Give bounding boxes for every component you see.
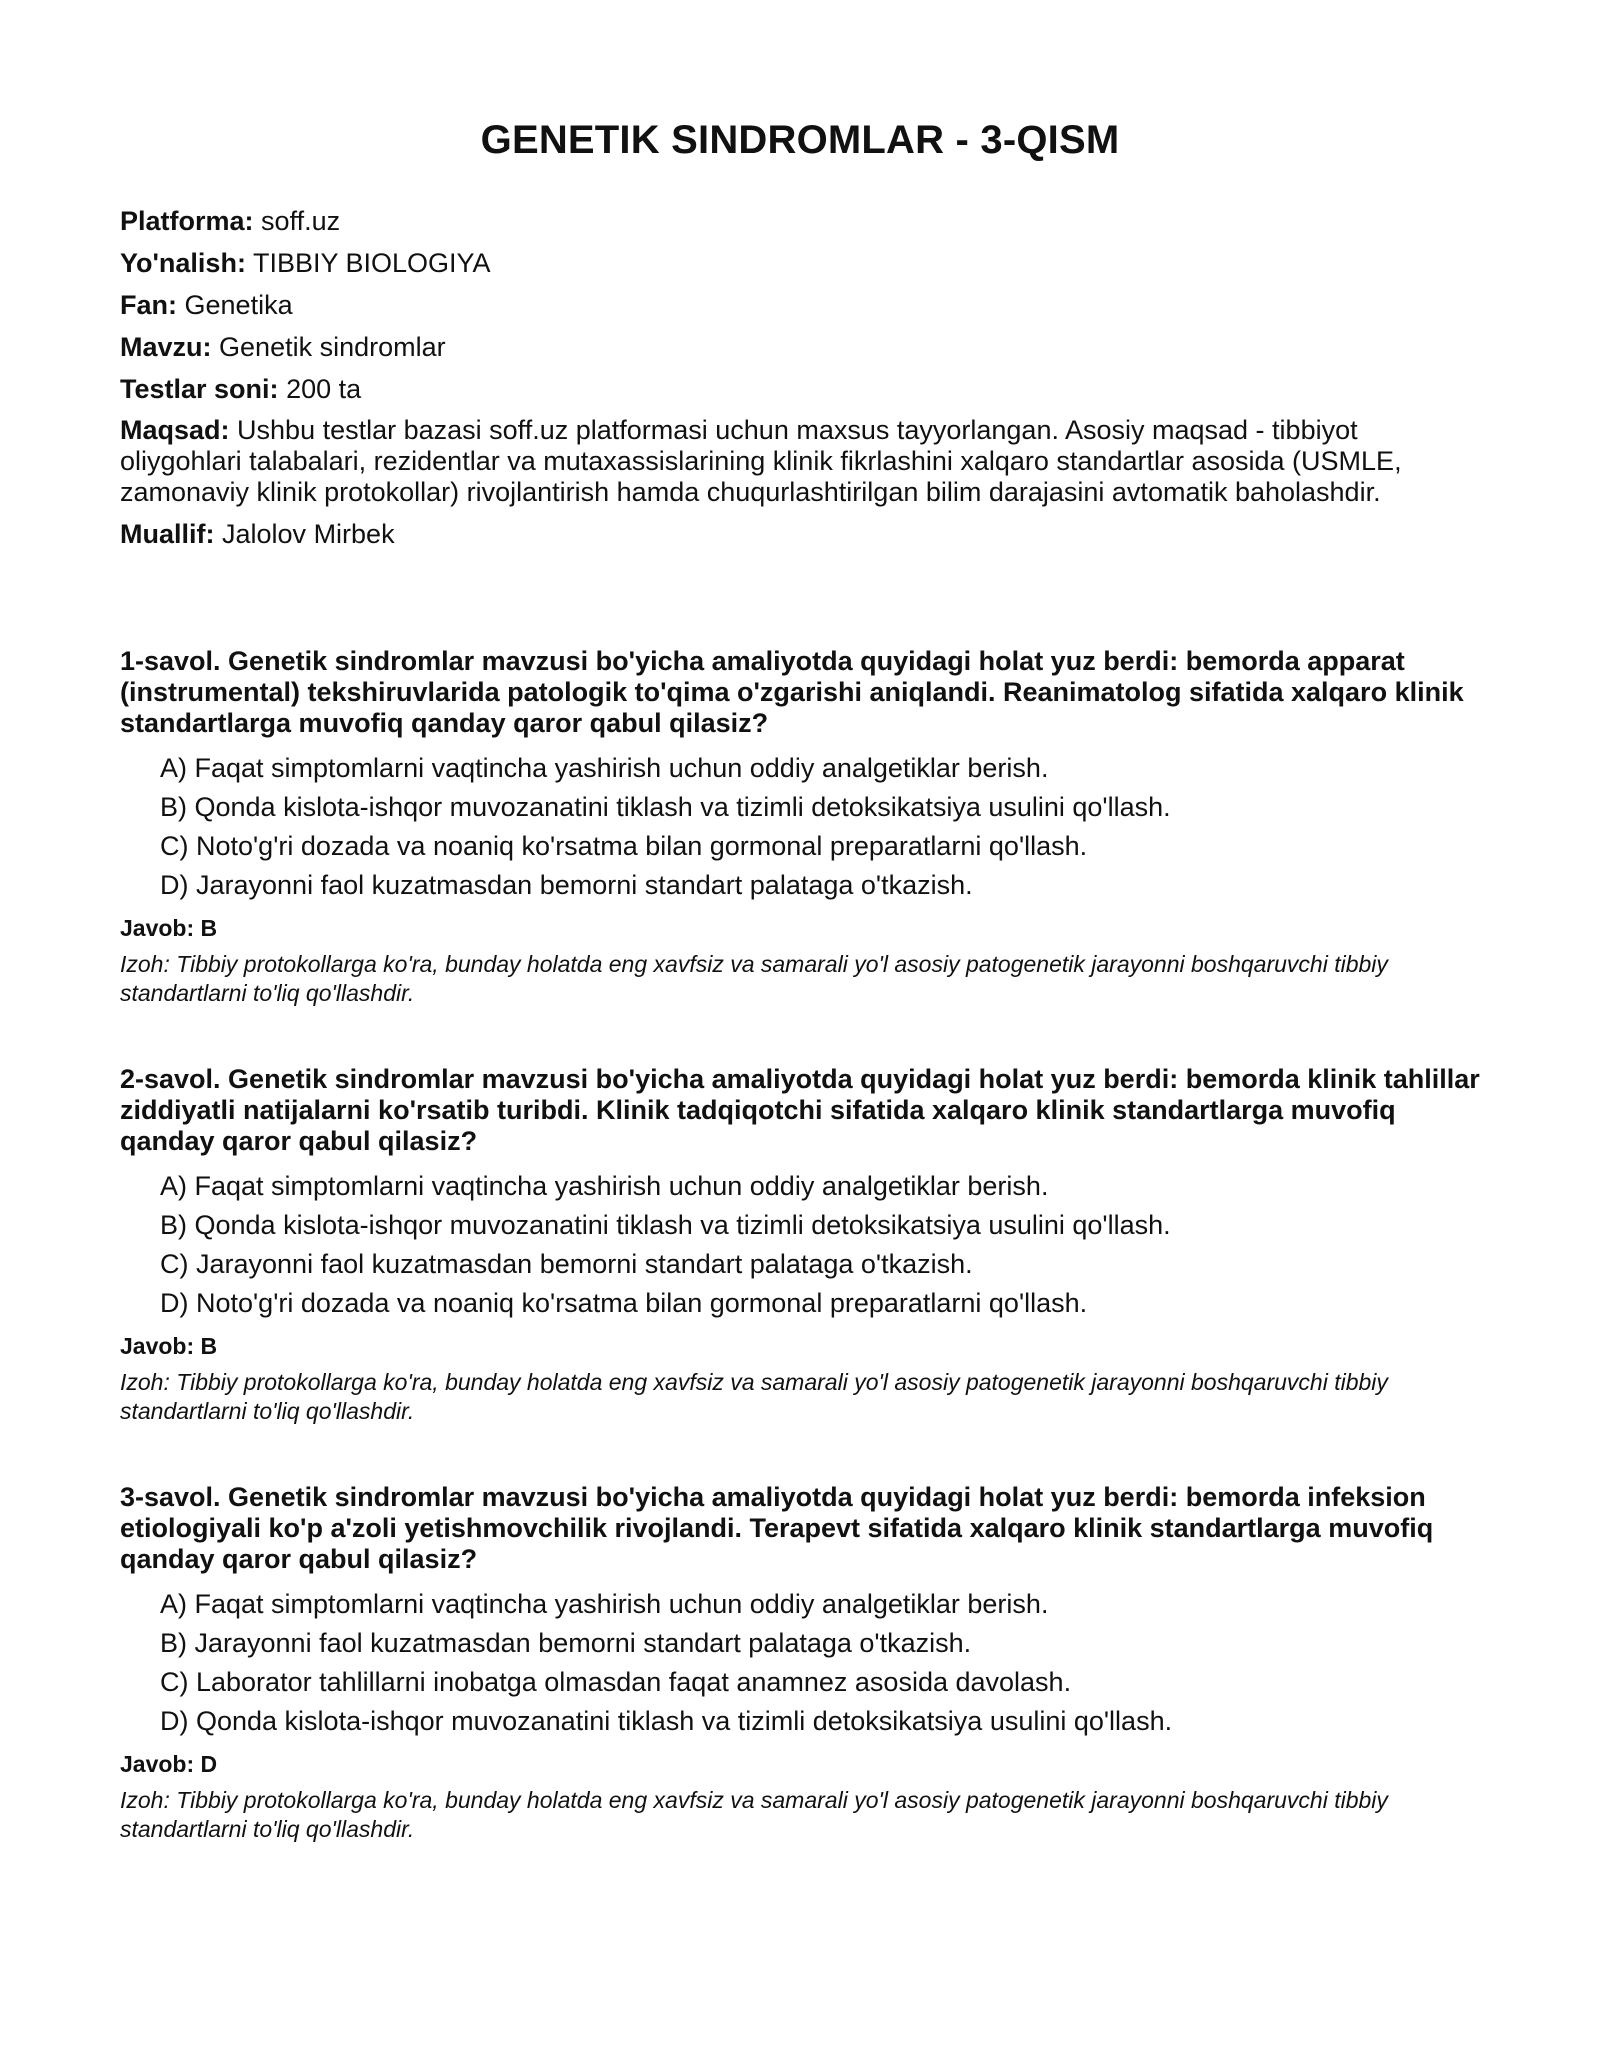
option-a: A) Faqat simptomlarni vaqtincha yashirish uchun oddiy analgetiklar berish. [160,1171,1049,1201]
answer-options [120,1589,1480,1736]
question-2 [120,1064,1480,1426]
option-d: D) Qonda kislota-ishqor muvozanatini tiklash va tizimli detoksikatsiya usulini qo'llash. [160,1706,1173,1736]
option-d: D) Noto'g'ri dozada va noaniq ko'rsatma bilan gormonal preparatlarni qo'llash. [160,1288,1088,1318]
answer-explanation: Izoh: Tibbiy protokollarga ko'ra, bunday holatda eng xavfsiz va samarali yo'l asosiy patogenetik jarayonni boshqaruvchi tibbiy standartlarni to'liq qo'llashdir. [120,951,1388,1006]
question-3 [120,1482,1480,1844]
document-title: GENETIK SINDROMLAR - 3-QISM [480,118,1120,162]
meta-label: Yo'nalish: [120,248,246,278]
meta-value: 200 ta [286,374,362,404]
meta-test-count [120,373,1480,405]
meta-value: soff.uz [261,206,341,236]
option-a: A) Faqat simptomlarni vaqtincha yashirish uchun oddiy analgetiklar berish. [160,753,1049,783]
answer-options [120,753,1480,900]
meta-topic [120,331,1480,363]
meta-value: TIBBIY BIOLOGIYA [252,248,491,278]
question-text: 3-savol. Genetik sindromlar mavzusi bo'yicha amaliyotda quyidagi holat yuz berdi: bemorda infeksion etiologiyali ko'p a'zoli yetishmovchilik rivojlandi. Terapevt sifatida xalqaro klinik standartlarga muvofiq qanday qaror qabul qilasiz? [120,1482,1434,1574]
correct-answer: Javob: D [120,1751,218,1777]
option-b: B) Jarayonni faol kuzatmasdan bemorni standart palataga o'tkazish. [160,1628,972,1658]
document-page [120,118,1480,1900]
meta-direction [120,247,1480,279]
option-c: C) Noto'g'ri dozada va noaniq ko'rsatma bilan gormonal preparatlarni qo'llash. [160,831,1088,861]
option-a: A) Faqat simptomlarni vaqtincha yashirish uchun oddiy analgetiklar berish. [160,1589,1049,1619]
answer-explanation: Izoh: Tibbiy protokollarga ko'ra, bunday holatda eng xavfsiz va samarali yo'l asosiy patogenetik jarayonni boshqaruvchi tibbiy standartlarni to'liq qo'llashdir. [120,1369,1388,1424]
meta-label: Mavzu: [120,332,212,362]
question-list [120,646,1480,1844]
question-text: 2-savol. Genetik sindromlar mavzusi bo'yicha amaliyotda quyidagi holat yuz berdi: bemorda klinik tahlillar ziddiyatli natijalarni ko'rsatib turibdi. Klinik tadqiqotchi sifatida xalqaro klinik standartlarga muvofiq qanday qaror qabul qilasiz? [120,1064,1480,1156]
option-b: B) Qonda kislota-ishqor muvozanatini tiklash va tizimli detoksikatsiya usulini qo'llash. [160,1210,1171,1240]
question-1 [120,646,1480,1008]
option-c: C) Jarayonni faol kuzatmasdan bemorni standart palataga o'tkazish. [160,1249,973,1279]
meta-label: Platforma: [120,206,254,236]
meta-label: Testlar soni: [120,374,279,404]
question-text: 1-savol. Genetik sindromlar mavzusi bo'yicha amaliyotda quyidagi holat yuz berdi: bemorda apparat (instrumental) tekshiruvlarida patologik to'qima o'zgarishi aniqlandi. Reanimatolog sifatida xalqaro klinik standartlarga muvofiq qanday qaror qabul qilasiz? [120,646,1464,738]
correct-answer: Javob: B [120,1333,218,1359]
option-d: D) Jarayonni faol kuzatmasdan bemorni standart palataga o'tkazish. [160,870,973,900]
meta-value: Genetika [184,290,293,320]
option-c: C) Laborator tahlillarni inobatga olmasdan faqat anamnez asosida davolash. [160,1667,1072,1697]
meta-author [120,518,1480,550]
meta-value: Jalolov Mirbek [222,519,395,549]
meta-value: Genetik sindromlar [219,332,446,362]
meta-label: Maqsad: [120,415,230,445]
document-meta [120,205,1480,550]
correct-answer: Javob: B [120,915,218,941]
option-b: B) Qonda kislota-ishqor muvozanatini tiklash va tizimli detoksikatsiya usulini qo'llash. [160,792,1171,822]
answer-explanation: Izoh: Tibbiy protokollarga ko'ra, bunday holatda eng xavfsiz va samarali yo'l asosiy patogenetik jarayonni boshqaruvchi tibbiy standartlarni to'liq qo'llashdir. [120,1787,1388,1842]
meta-subject [120,289,1480,321]
meta-goal [120,415,1480,508]
meta-label: Fan: [120,290,177,320]
meta-platform [120,205,1480,237]
meta-label: Muallif: [120,519,215,549]
meta-value: Ushbu testlar bazasi soff.uz platformasi uchun maxsus tayyorlangan. Asosiy maqsad - tibbiyot oliygohlari talabalari, rezidentlar va mutaxassislarining klinik fikrlashini xalqaro standartlar asosida (USMLE, zamonaviy klinik protokollar) rivojlantirish hamda chuqurlashtirilgan bilim darajasini avtomatik baholashdir. [120,415,1402,507]
answer-options [120,1171,1480,1318]
